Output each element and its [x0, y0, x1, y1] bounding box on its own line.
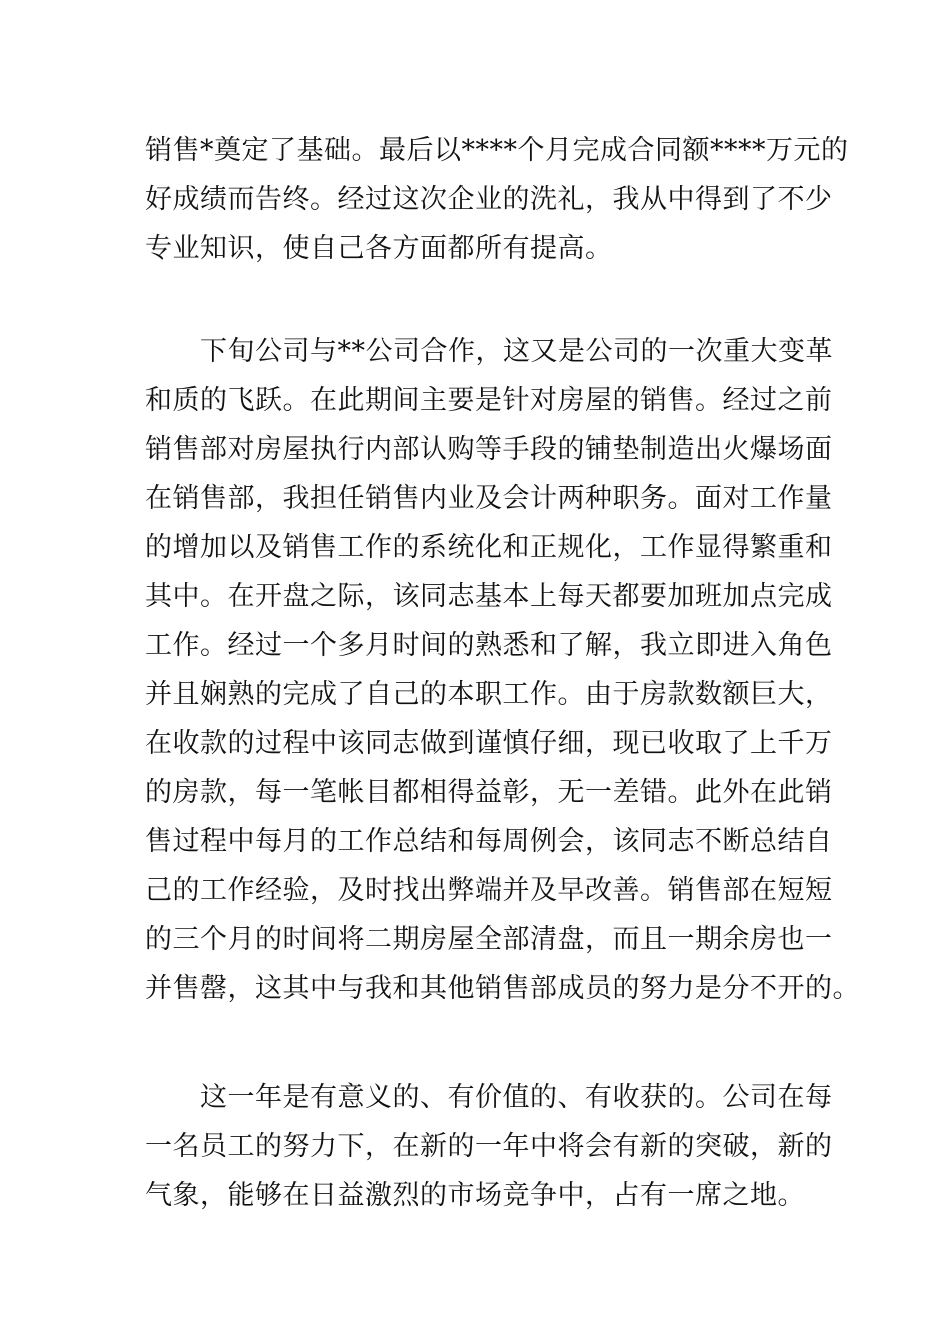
paragraph-1 — [145, 126, 849, 273]
paragraph-line: 销售部对房屋执行内部认购等手段的铺垫制造出火爆场面 — [145, 434, 833, 465]
paragraph-line: 的三个月的时间将二期房屋全部清盘，而且一期余房也一 — [145, 924, 833, 955]
paragraph-line: 和质的飞跃。在此期间主要是针对房屋的销售。经过之前 — [145, 385, 833, 416]
paragraph-line: 好成绩而告终。经过这次企业的洗礼，我从中得到了不少 — [145, 184, 833, 215]
paragraph-line: 的房款，每一笔帐目都相得益彰，无一差错。此外在此销 — [145, 777, 833, 808]
paragraph-line: 工作。经过一个多月时间的熟悉和了解，我立即进入角色 — [145, 630, 833, 661]
paragraph-line: 气象，能够在日益激烈的市场竞争中，占有一席之地。 — [145, 1180, 805, 1211]
paragraph-2 — [145, 327, 860, 1013]
paragraph-line: 在收款的过程中该同志做到谨慎仔细，现已收取了上千万 — [145, 728, 833, 759]
paragraph-line: 专业知识，使自己各方面都所有提高。 — [145, 233, 613, 264]
paragraph-line: 己的工作经验，及时找出弊端并及早改善。销售部在短短 — [145, 875, 833, 906]
paragraph-line: 销售*奠定了基础。最后以****个月完成合同额****万元的 — [145, 135, 849, 166]
paragraph-line: 的增加以及销售工作的系统化和正规化，工作显得繁重和 — [145, 532, 833, 563]
paragraph-first-line: 下旬公司与**公司合作，这又是公司的一次重大变革 — [200, 336, 833, 367]
paragraph-3 — [145, 1073, 833, 1220]
paragraph-line: 一名员工的努力下，在新的一年中将会有新的突破，新的 — [145, 1131, 833, 1162]
paragraph-line: 售过程中每月的工作总结和每周例会，该同志不断总结自 — [145, 826, 833, 857]
paragraph-first-line: 这一年是有意义的、有价值的、有收获的。公司在每 — [200, 1082, 833, 1113]
paragraph-line: 其中。在开盘之际，该同志基本上每天都要加班加点完成 — [145, 581, 833, 612]
paragraph-line: 并且娴熟的完成了自己的本职工作。由于房款数额巨大， — [145, 679, 833, 710]
paragraph-line: 在销售部，我担任销售内业及会计两种职务。面对工作量 — [145, 483, 833, 514]
paragraph-line: 并售罄，这其中与我和其他销售部成员的努力是分不开的。 — [145, 973, 860, 1004]
